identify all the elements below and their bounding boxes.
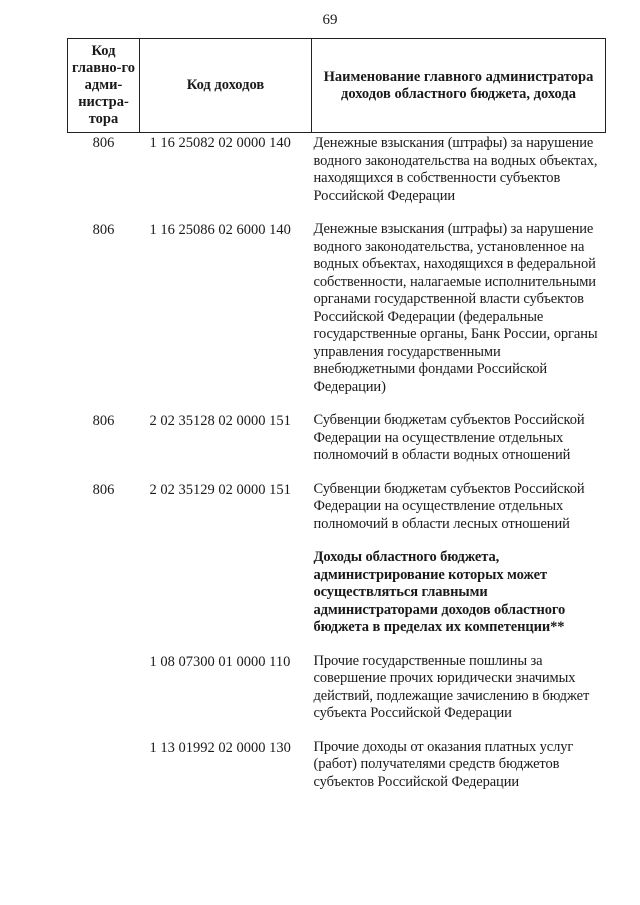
document-sheet <box>67 38 605 791</box>
row-admin-code <box>68 549 140 653</box>
row-name: Субвенции бюджетам субъектов Российской Федерации на осуществление отдельных полномочий в области лесных отношений <box>313 480 585 532</box>
row-income-code: 1 16 25086 02 6000 140 <box>149 222 291 238</box>
section-heading-row <box>68 549 606 653</box>
table-row <box>68 481 606 550</box>
table-body <box>68 133 606 792</box>
row-name: Прочие государственные пошлины за совершение прочих юридически значимых действий, подлежащие зачислению в бюджет субъекта Российской Федерации <box>313 652 590 721</box>
row-name: Прочие доходы от оказания платных услуг (работ) получателями средств бюджетов субъектов Российской Федерации <box>313 738 574 790</box>
table-header <box>68 39 606 133</box>
row-admin-code <box>68 739 140 792</box>
header-income-code: Код доходов <box>140 39 312 133</box>
row-admin-code: 806 <box>92 481 115 498</box>
row-income-code: 1 08 07300 01 0000 110 <box>149 653 291 670</box>
table-row <box>68 739 606 792</box>
row-name: Денежные взыскания (штрафы) за нарушение водного законодательства на водных объектах, находящихся в собственности субъектов Российской Федерации <box>313 135 598 204</box>
table-row <box>68 133 606 222</box>
row-income-code: 1 13 01992 02 0000 130 <box>149 739 291 756</box>
page-number: 69 <box>322 12 338 28</box>
row-income-code: 2 02 35128 02 0000 151 <box>149 413 291 429</box>
header-name: Наименование главного администратора доходов областного бюджета, дохода <box>312 39 606 133</box>
header-row <box>68 39 606 133</box>
row-admin-code: 806 <box>92 135 115 151</box>
row-income-code: 1 16 25082 02 0000 140 <box>149 135 291 151</box>
row-income-code <box>140 549 312 653</box>
header-admin-code: Код главно-го адми-нистра-тора <box>68 39 140 133</box>
row-name: Денежные взыскания (штрафы) за нарушение водного законодательства, установленное на водных объектах, находящихся в федеральной собственности, налагаемые исполнительными органами государственной власти субъектов Российской Федерации (федеральные государственные органы, Банк России, органы управления государственными внебюджетными фондами Российской Федерации) <box>313 221 598 395</box>
table-row <box>68 653 606 739</box>
table-row <box>68 221 606 412</box>
row-admin-code: 806 <box>92 413 115 429</box>
row-name: Субвенции бюджетам субъектов Российской Федерации на осуществление отдельных полномочий в области водных отношений <box>313 412 585 463</box>
section-heading: Доходы областного бюджета, администрирование которых может осуществляться главными администраторами доходов областного бюджета в пределах их компетенции** <box>313 549 566 635</box>
row-admin-code: 806 <box>92 222 115 238</box>
row-income-code: 2 02 35129 02 0000 151 <box>149 481 291 498</box>
income-table <box>67 38 606 791</box>
table-row <box>68 412 606 481</box>
row-admin-code <box>68 653 140 739</box>
